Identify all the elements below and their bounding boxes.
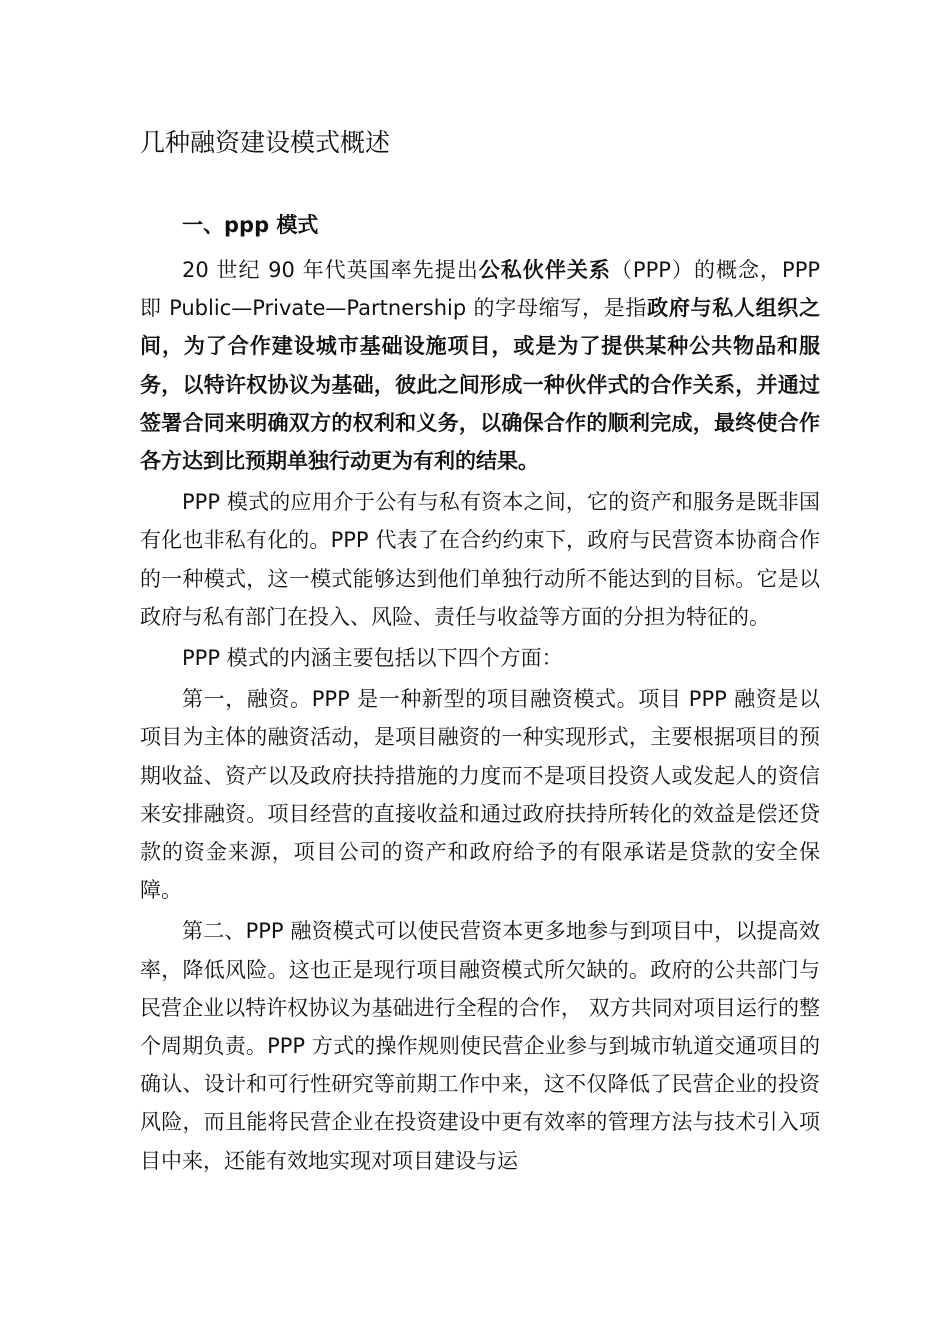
paragraph-text: （PPP）的概念，PPP 即 Public—Private—Partnership 的字母缩写，是指 xyxy=(140,258,821,321)
document-title: 几种融资建设模式概述 xyxy=(140,128,391,157)
paragraph-text: 20 世纪 90 年代英国率先提出 xyxy=(182,258,479,282)
bold-term: 公私伙伴关系 xyxy=(478,258,611,282)
section-heading-ppp: 一、ppp 模式 xyxy=(182,213,319,237)
paragraph-aspect-two: 第二、PPP 融资模式可以使民营资本更多地参与到项目中，以提高效率，降低风险。这也正是现行项目融资模式所欠缺的。政府的公共部门与民营企业以特许权协议为基础进行全程的合作， 双方共同对项目运行的整个周期负责。PPP 方式的操作规则使民营企业参与到城市轨道交通项目的确认、设计和可行性研究等前期工作中来，这不仅降低了民营企业的投资风险，而且能将民营企业在投资建设中更有效率的管理方法与技术引入项目中来，还能有效地实现对项目建设与运 xyxy=(140,919,820,1173)
paragraph-aspect-one: 第一，融资。PPP 是一种新型的项目融资模式。项目 PPP 融资是以项目为主体的融资活动，是项目融资的一种实现形式，主要根据项目的预期收益、资产以及政府扶持措施的力度而不是项目投资人或发起人的资信来安排融资。项目经营的直接收益和通过政府扶持所转化的效益是偿还贷款的资金来源，项目公司的资产和政府给予的有限承诺是贷款的安全保障。 xyxy=(140,687,820,903)
paragraph-ppp-definition xyxy=(140,251,820,480)
paragraph-ppp-application: PPP 模式的应用介于公有与私有资本之间，它的资产和服务是既非国有化也非私有化的。PPP 代表了在合约约束下，政府与民营资本协商合作的一种模式，这一模式能够达到他们单独行动所不能达到的目标。它是以政府与私有部门在投入、风险、责任与收益等方面的分担为特征的。 xyxy=(140,490,820,629)
body-text xyxy=(140,251,820,1183)
bold-definition: 政府与私人组织之间，为了合作建设城市基础设施项目，或是为了提供某种公共物品和服务，以特许权协议为基础，彼此之间形成一种伙伴式的合作关系，并通过签署合同来明确双方的权利和义务，以确保合作的顺利完成，最终使合作各方达到比预期单独行动更为有利的结果。 xyxy=(140,296,821,474)
paragraph-ppp-aspects-intro: PPP 模式的内涵主要包括以下四个方面： xyxy=(182,646,563,671)
